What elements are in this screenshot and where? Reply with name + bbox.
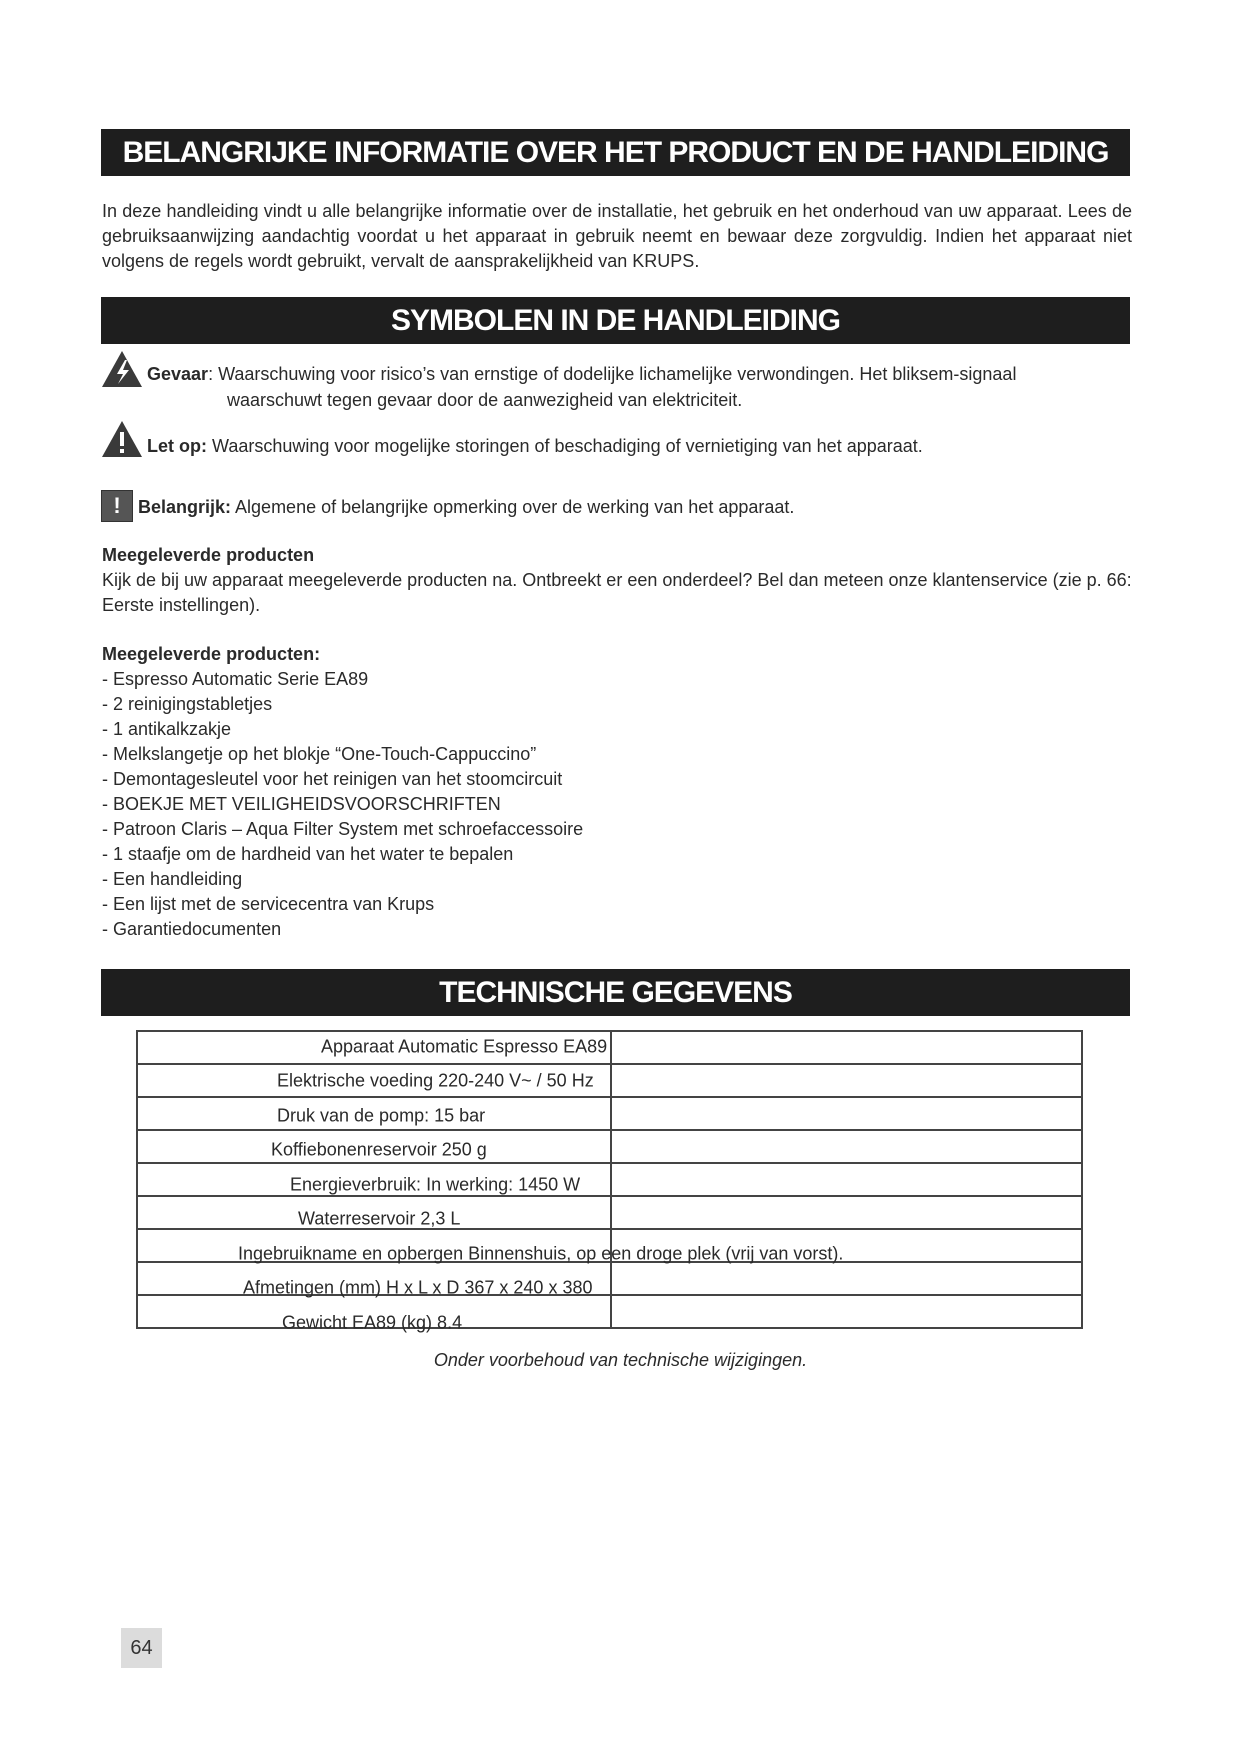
lightning-warning-icon [101,350,143,388]
table-row [137,1262,1082,1295]
section-header-text: TECHNISCHE GEGEVENS [439,975,792,1009]
list-item: - Demontagesleutel voor het reinigen van het stoomcircuit [102,769,563,789]
warning-triangle-icon [101,420,143,458]
table-cell [137,1097,611,1130]
symbol-belangrijk-text [138,494,1118,520]
page-number: 64 [121,1628,162,1668]
spec-text: Afmetingen (mm) H x L x D 367 x 240 x 380 [243,1277,593,1298]
table-cell [137,1196,611,1229]
spec-text: Ingebruikname en opbergen Binnenshuis, op een droge plek (vrij van vorst). [238,1243,844,1264]
table-cell [137,1262,611,1295]
table-row [137,1229,1082,1262]
table-row [137,1295,1082,1328]
table-cell [137,1295,611,1328]
table-cell [611,1295,1082,1328]
list-item: - Melkslangetje op het blokje “One-Touch-Cappuccino” [102,744,537,764]
table-cell [137,1130,611,1163]
list-item: - 1 antikalkzakje [102,719,232,739]
spec-text: Energieverbruik: In werking: 1450 W [290,1174,581,1195]
list-item: - Garantiedocumenten [102,919,282,939]
symbol-description: Waarschuwing voor mogelijke storingen of beschadiging of vernietiging van het apparaat. [207,436,923,456]
table-cell [611,1163,1082,1196]
spec-table [136,1030,1083,1333]
intro-paragraph: In deze handleiding vindt u alle belangrijke informatie over de installatie, het gebruik en het onderhoud van uw apparaat. Lees de gebruiksaanwijzing aandachtig voordat u het apparaat in gebruik neemt en bewaar deze zorgvuldig. Indien het apparaat niet volgens de regels wordt gebruikt, vervalt de aansprakelijkheid van KRUPS. [102,201,1132,271]
table-cell [611,1064,1082,1097]
list-item: - Espresso Automatic Serie EA89 [102,669,369,689]
symbol-term: Belangrijk: [138,497,232,517]
product-list [102,667,583,942]
list-item: - 1 staafje om de hardheid van het water te bepalen [102,844,514,864]
list-item: - Patroon Claris – Aqua Filter System met schroefaccessoire [102,819,584,839]
table-cell [137,1064,611,1097]
symbol-term: Let op: [147,436,207,456]
technical-note: Onder voorbehoud van technische wijzigingen. [433,1350,808,1370]
section-header-text: BELANGRIJKE INFORMATIE OVER HET PRODUCT EN DE HANDLEIDING [122,135,1109,169]
table-row [137,1031,1082,1064]
section-header-technical [101,969,1130,1016]
table-row [137,1196,1082,1229]
spec-text: Apparaat Automatic Espresso EA89 [321,1036,608,1057]
table-cell [611,1262,1082,1295]
section-header-product-info [101,129,1130,176]
list-item: - BOEKJE MET VEILIGHEIDSVOORSCHRIFTEN [102,794,501,814]
list-item: - Een lijst met de servicecentra van Krups [102,894,435,914]
symbol-description-continued: waarschuwt tegen gevaar door de aanwezigheid van elektriciteit. [227,390,743,410]
table-cell [137,1163,611,1196]
symbol-description: Algemene of belangrijke opmerking over de werking van het apparaat. [231,497,795,517]
spec-text: Waterreservoir 2,3 L [298,1208,461,1229]
table-cell [611,1229,1082,1262]
table-cell [137,1229,611,1262]
table-cell [611,1196,1082,1229]
table-cell [611,1130,1082,1163]
spec-text: Elektrische voeding 220-240 V~ / 50 Hz [277,1070,594,1091]
meegeleverd-heading: Meegeleverde producten [102,545,315,565]
table-row [137,1097,1082,1130]
product-list-heading: Meegeleverde producten: [102,644,321,664]
table-cell [137,1031,611,1064]
symbol-let-op-text [147,433,1127,459]
list-item: - Een handleiding [102,869,243,889]
table-cell [611,1031,1082,1064]
section-header-symbols [101,297,1130,344]
section-header-text: SYMBOLEN IN DE HANDLEIDING [390,303,841,337]
list-item: - 2 reinigingstabletjes [102,694,273,714]
exclamation-square-icon: ! [101,490,133,522]
symbol-description: : Waarschuwing voor risico’s van ernstige of dodelijke lichamelijke verwondingen. Het bliksem-signaal [208,364,1017,384]
table-row [137,1064,1082,1097]
spec-text: Druk van de pomp: 15 bar [277,1105,486,1126]
spec-text: Gewicht EA89 (kg) 8.4 [282,1312,463,1333]
spec-table-grid [136,1030,1083,1329]
table-row [137,1130,1082,1163]
meegeleverd-paragraph: Kijk de bij uw apparaat meegeleverde producten na. Ontbreekt er een onderdeel? Bel dan meteen onze klantenservice (zie p. 66: Eerste instellingen). [102,570,1132,615]
symbol-gevaar-text [147,361,1131,413]
table-row [137,1163,1082,1196]
spec-text: Koffiebonenreservoir 250 g [271,1139,487,1160]
symbol-term: Gevaar [147,364,209,384]
table-cell [611,1097,1082,1130]
